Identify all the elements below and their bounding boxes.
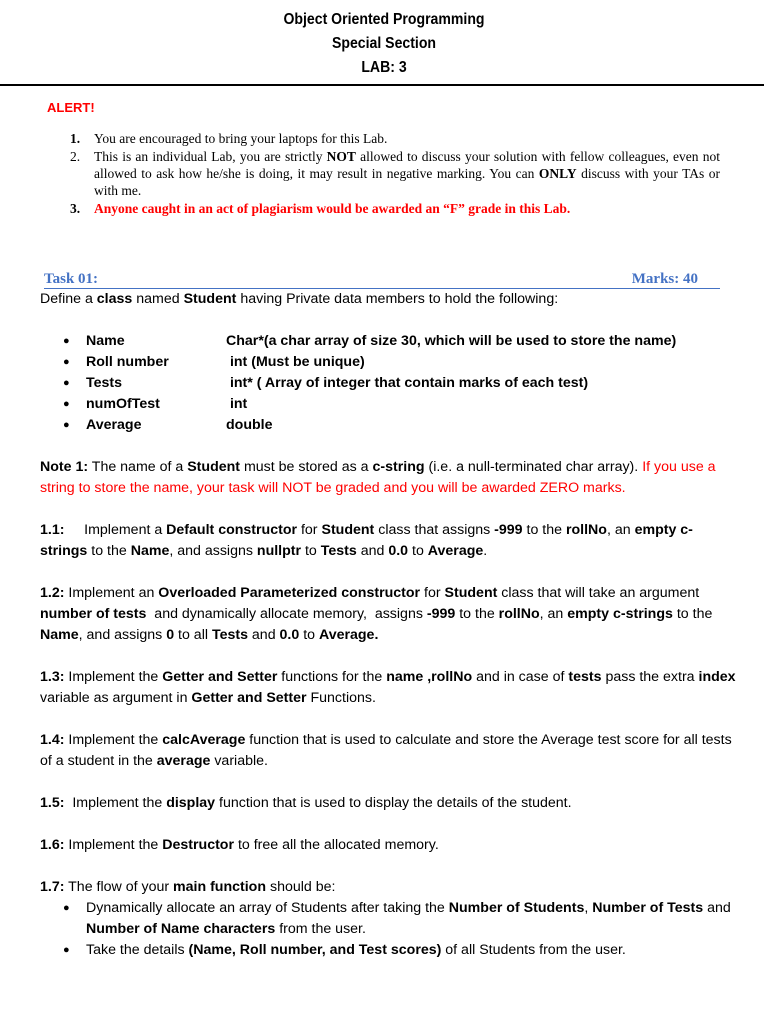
document-header [0,8,768,80]
alert-title: ALERT! [47,100,95,115]
task-title: Task 01: [44,271,99,287]
intro-paragraph: Define a class named Student having Private data members to hold the following: [40,291,559,307]
member-item: ● numOfTest int [40,394,740,415]
data-members-list [40,331,740,436]
section-1-5: 1.5: Implement the display function that is used to display the details of the student. [40,795,572,811]
main-flow-list [40,898,740,961]
header-divider [0,84,764,86]
flow-item: ● Dynamically allocate an array of Students after taking the Number of Students, Number of Tests and Number of Name characters from the user. [40,898,740,940]
course-title: Object Oriented Programming [283,11,485,28]
alert-item-2: 2. This is an individual Lab, you are strictly NOT allowed to discuss your solution with fellow colleagues, even not allowed to ask how he/she is doing, it may result in negative marking. You can ONLY discuss with your TAs or with me. [70,149,720,198]
member-item: ● Name Char*(a char array of size 30, which will be used to store the name) [40,331,740,352]
alert-item-1: 1. You are encouraged to bring your laptops for this Lab. [70,131,388,146]
section-1-2: 1.2: Implement an Overloaded Parameterized constructor for Student class that will take an argument number of tests and dynamically allocate memory, assigns -999 to the rollNo, an empty c-strings to the Name, and assigns 0 to all Tests and 0.0 to Average. [40,585,713,643]
member-item: ● Average double [40,415,740,436]
member-item: ● Roll number int (Must be unique) [40,352,740,373]
section-title: Special Section [331,35,437,52]
member-item: ● Tests int* ( Array of integer that contain marks of each test) [40,373,740,394]
section-1-7: 1.7: The flow of your main function should be: [40,879,336,895]
note-warning: If you use a string to store the name, your task will NOT be graded and you will be awarded ZERO marks. [40,459,716,496]
flow-item: ● Take the details (Name, Roll number, and Test scores) of all Students from the user. [40,940,740,961]
section-1-1: 1.1: Implement a Default constructor for Student class that assigns -999 to the rollNo, an empty c-strings to the Name, and assigns nullptr to Tests and 0.0 to Average. [40,522,693,559]
task-heading [44,270,720,289]
alert-item-3: 3. Anyone caught in an act of plagiarism would be awarded an “F” grade in this Lab. [70,201,571,216]
section-1-3: 1.3: Implement the Getter and Setter functions for the name ,rollNo and in case of tests pass the extra index variable as argument in Getter and Setter Functions. [40,669,736,706]
task-marks: Marks: 40 [631,271,698,287]
section-1-4: 1.4: Implement the calcAverage function that is used to calculate and store the Average test score for all tests of a student in the average variable. [40,732,732,769]
alert-list [70,130,720,218]
task-body [40,289,740,961]
lab-title: LAB: 3 [361,59,407,76]
section-1-6: 1.6: Implement the Destructor to free all the allocated memory. [40,837,439,853]
note-paragraph: Note 1: The name of a Student must be stored as a c-string (i.e. a null-terminated char array). If you use a string to store the name, your task will NOT be graded and you will be awarded ZERO marks. [40,459,716,496]
